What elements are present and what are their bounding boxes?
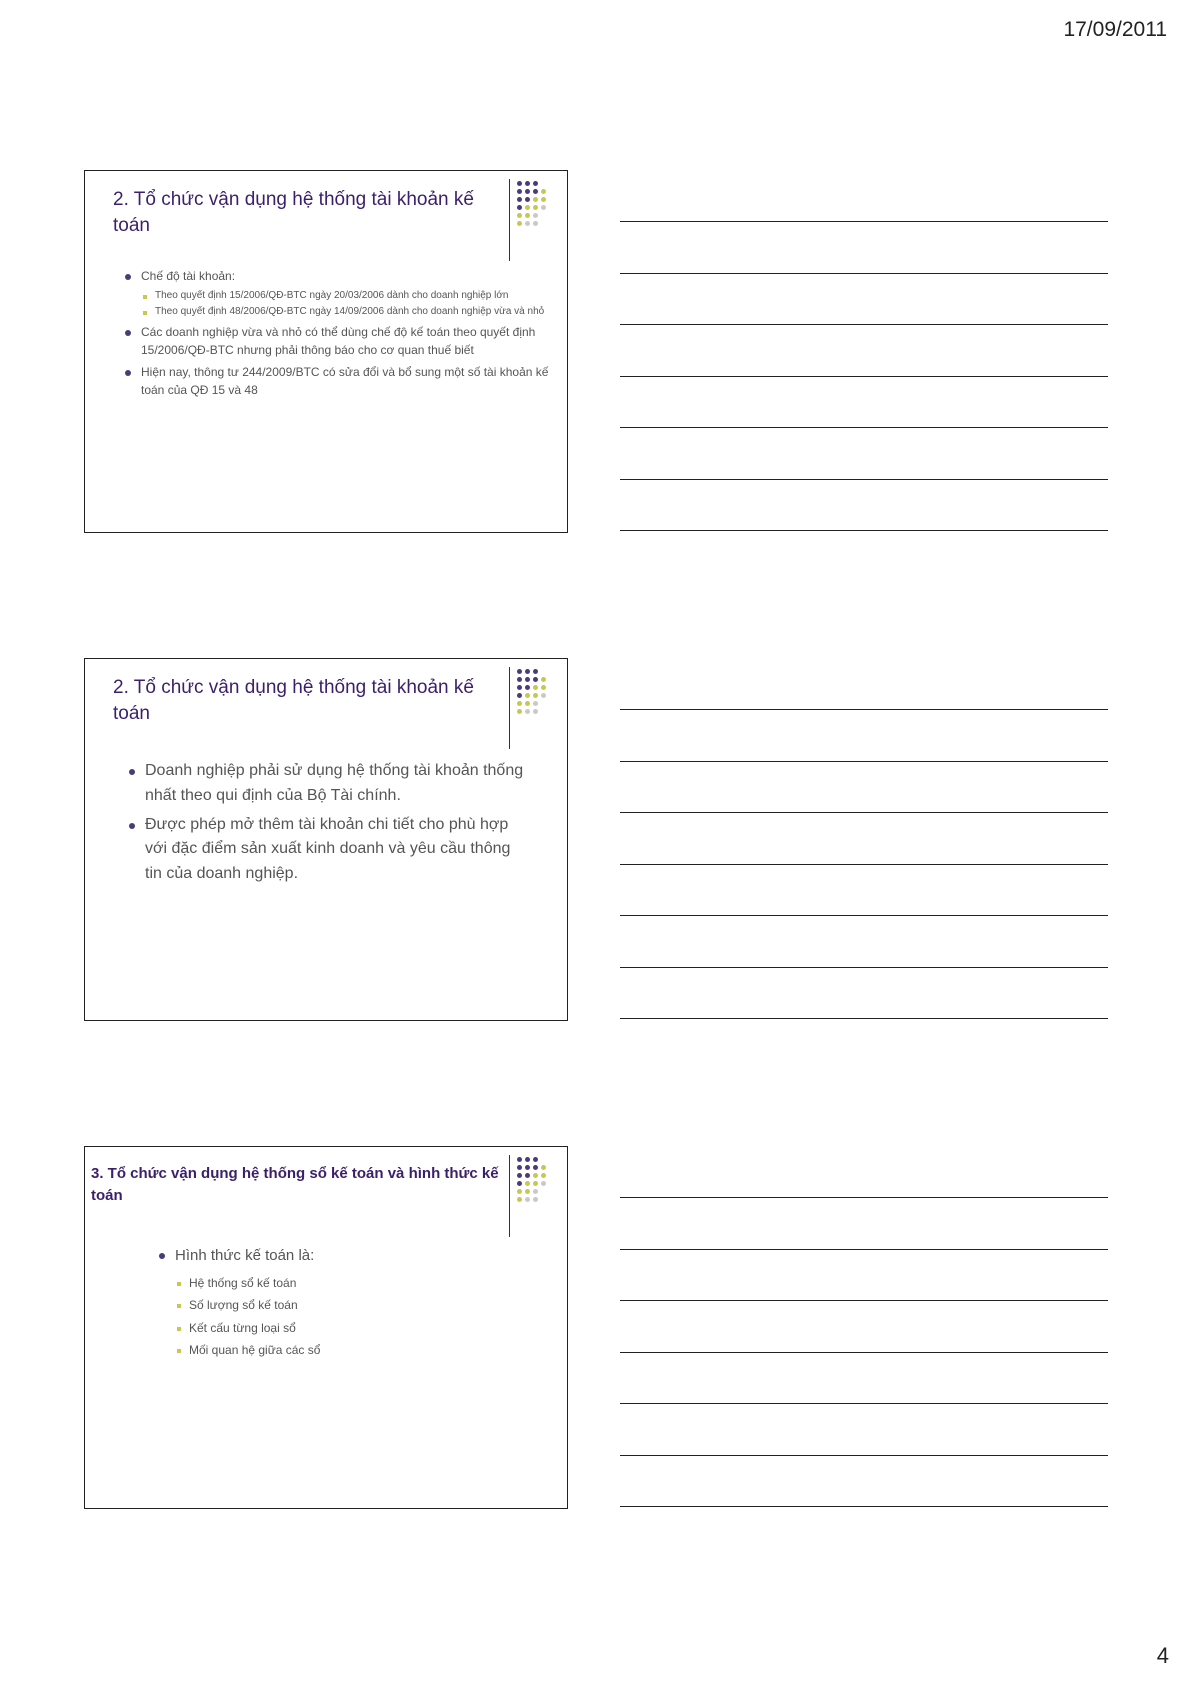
note-line bbox=[620, 761, 1108, 762]
bullet-item: Hiện nay, thông tư 244/2009/BTC có sửa đổi và bổ sung một số tài khoản kế toán của QĐ 15 và 48 bbox=[125, 363, 557, 400]
note-line bbox=[620, 709, 1108, 710]
note-line bbox=[620, 1352, 1108, 1353]
slide-3 bbox=[84, 1146, 568, 1509]
page-date: 17/09/2011 bbox=[1063, 18, 1167, 41]
sub-bullet-item: Theo quyết định 48/2006/QĐ-BTC ngày 14/09/2006 dành cho doanh nghiệp vừa và nhỏ bbox=[141, 305, 557, 320]
sub-bullet-item: Mối quan hệ giữa các sổ bbox=[175, 1341, 591, 1360]
bullet-item: Doanh nghiệp phải sử dụng hệ thống tài khoản thống nhất theo qui định của Bộ Tài chính. bbox=[129, 759, 529, 809]
note-line bbox=[620, 324, 1108, 325]
note-line bbox=[620, 1249, 1108, 1250]
note-line bbox=[620, 1300, 1108, 1301]
title-divider bbox=[509, 1155, 510, 1237]
note-line bbox=[620, 376, 1108, 377]
dot-grid-icon bbox=[517, 181, 547, 227]
note-line bbox=[620, 1403, 1108, 1404]
dot-grid-icon bbox=[517, 669, 547, 715]
bullet-item: Các doanh nghiệp vừa và nhỏ có thể dùng chế độ kế toán theo quyết định 15/2006/QĐ-BTC nhưng phải thông báo cho cơ quan thuế biết bbox=[125, 323, 557, 360]
note-line bbox=[620, 479, 1108, 480]
title-divider bbox=[509, 179, 510, 261]
note-line bbox=[620, 1506, 1108, 1507]
bullet-item: Chế độ tài khoản: Theo quyết định 15/2006/QĐ-BTC ngày 20/03/2006 dành cho doanh nghiệp lớn Theo quyết định 48/2006/QĐ-BTC ngày 14/09/2006 dành cho doanh nghiệp vừa và nhỏ bbox=[125, 267, 557, 320]
note-line bbox=[620, 812, 1108, 813]
note-line bbox=[620, 273, 1108, 274]
sub-bullet-item: Theo quyết định 15/2006/QĐ-BTC ngày 20/03/2006 dành cho doanh nghiệp lớn bbox=[141, 289, 557, 304]
dot-grid-icon bbox=[517, 1157, 547, 1203]
sub-bullet-item: Số lượng sổ kế toán bbox=[175, 1296, 591, 1315]
note-line bbox=[620, 915, 1108, 916]
sub-bullet-item: Kết cấu từng loại sổ bbox=[175, 1319, 591, 1338]
slide-title: 2. Tổ chức vận dụng hệ thống tài khoản kế toán bbox=[113, 677, 474, 725]
sub-bullet-item: Hệ thống sổ kế toán bbox=[175, 1274, 591, 1293]
note-line bbox=[620, 1018, 1108, 1019]
slide-body bbox=[159, 1245, 591, 1364]
bullet-item: Được phép mở thêm tài khoản chi tiết cho phù hợp với đặc điểm sản xuất kinh doanh và yêu cầu thông tin của doanh nghiệp. bbox=[129, 813, 529, 887]
bullet-item: Hình thức kế toán là: Hệ thống sổ kế toán Số lượng sổ kế toán Kết cấu từng loại sổ Mối quan hệ giữa các sổ bbox=[159, 1245, 591, 1360]
title-divider bbox=[509, 667, 510, 749]
note-line bbox=[620, 530, 1108, 531]
slide-title: 2. Tổ chức vận dụng hệ thống tài khoản kế toán bbox=[113, 189, 474, 237]
slide-1 bbox=[84, 170, 568, 533]
note-line bbox=[620, 1197, 1108, 1198]
slide-body bbox=[129, 759, 529, 891]
slide-2 bbox=[84, 658, 568, 1021]
note-line bbox=[620, 1455, 1108, 1456]
page-number: 4 bbox=[1156, 1643, 1169, 1668]
note-line bbox=[620, 967, 1108, 968]
slide-title: 3. Tổ chức vận dụng hệ thống sổ kế toán và hình thức kế toán bbox=[91, 1165, 499, 1204]
note-line bbox=[620, 864, 1108, 865]
slide-body bbox=[125, 267, 557, 403]
note-line bbox=[620, 427, 1108, 428]
note-line bbox=[620, 221, 1108, 222]
